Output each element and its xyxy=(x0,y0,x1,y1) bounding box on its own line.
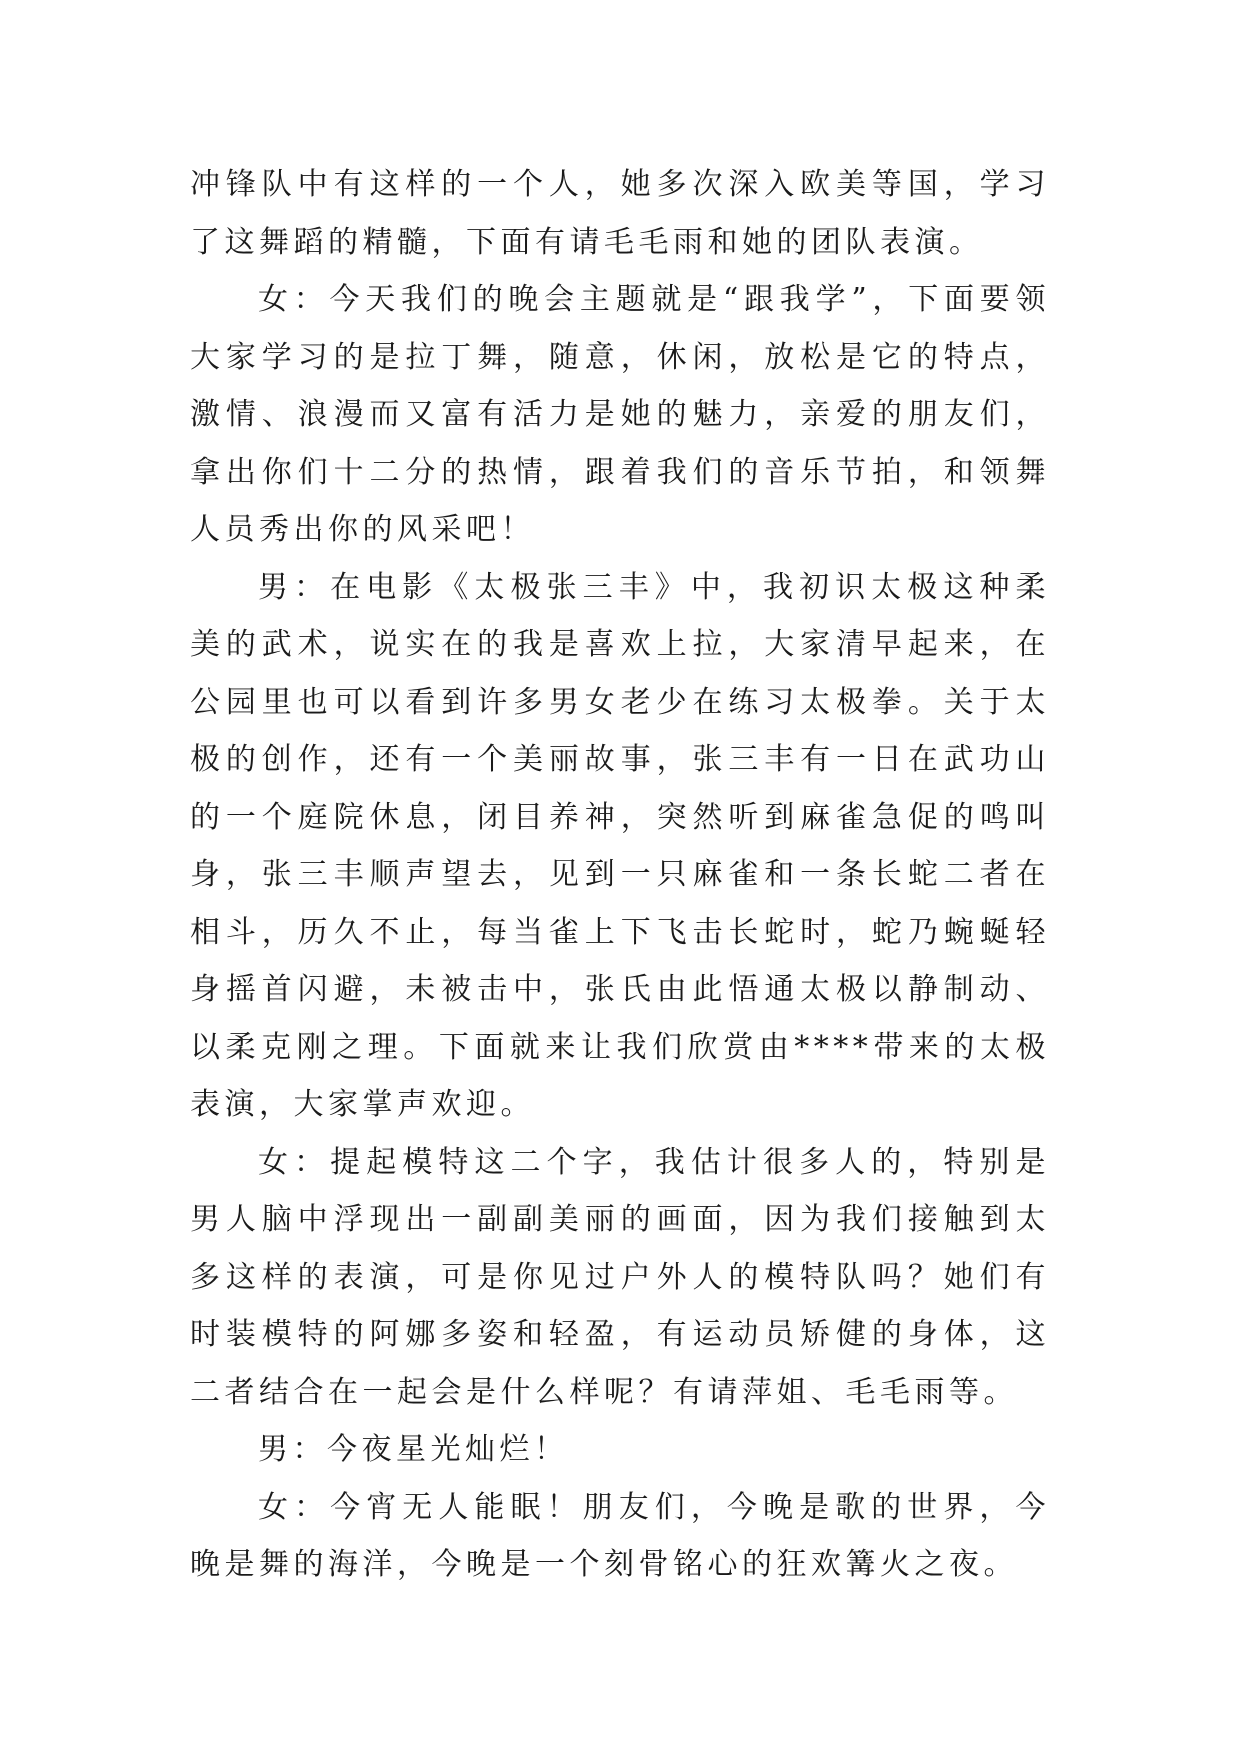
paragraph-starlight: 男：今夜星光灿烂！ xyxy=(258,1432,569,1467)
paragraph-taiji: 男：在电影《太极张三丰》中，我初识太极这种柔美的武术，说实在的我是喜欢上拉，大家清早起来，在公园里也可以看到许多男女老少在练习太极拳。关于太极的创作，还有一个美丽故事，张三丰有一日在武功山的一个庭院休息，闭目养神，突然听到麻雀急促的鸣叫身，张三丰顺声望去，见到一只麻雀和一条长蛇二者在相斗，历久不止，每当雀上下飞击长蛇时，蛇乃蜿蜒轻身摇首闪避，未被击中，张氏由此悟通太极以静制动、以柔克刚之理。下面就来让我们欣赏由****带来的太极表演，大家掌声欢迎。 xyxy=(190,569,1050,1122)
paragraph-intro: 冲锋队中有这样的一个人，她多次深入欧美等国，学习了这舞蹈的精髓，下面有请毛毛雨和她的团队表演。 xyxy=(190,167,1050,260)
paragraph-closing: 女：今宵无人能眠！朋友们，今晚是歌的世界，今晚是舞的海洋，今晚是一个刻骨铭心的狂欢篝火之夜。 xyxy=(190,1489,1050,1582)
paragraph-models: 女：提起模特这二个字，我估计很多人的，特别是男人脑中浮现出一副副美丽的画面，因为我们接触到太多这样的表演，可是你见过户外人的模特队吗？她们有时装模特的阿娜多姿和轻盈，有运动员矫健的身体，这二者结合在一起会是什么样呢？有请萍姐、毛毛雨等。 xyxy=(190,1144,1050,1410)
paragraph-latin-dance: 女：今天我们的晚会主题就是“跟我学”，下面要领大家学习的是拉丁舞，随意，休闲，放松是它的特点，激情、浪漫而又富有活力是她的魅力，亲爱的朋友们，拿出你们十二分的热情，跟着我们的音乐节拍，和领舞人员秀出你的风采吧！ xyxy=(190,282,1050,547)
document-body xyxy=(190,156,1050,1594)
